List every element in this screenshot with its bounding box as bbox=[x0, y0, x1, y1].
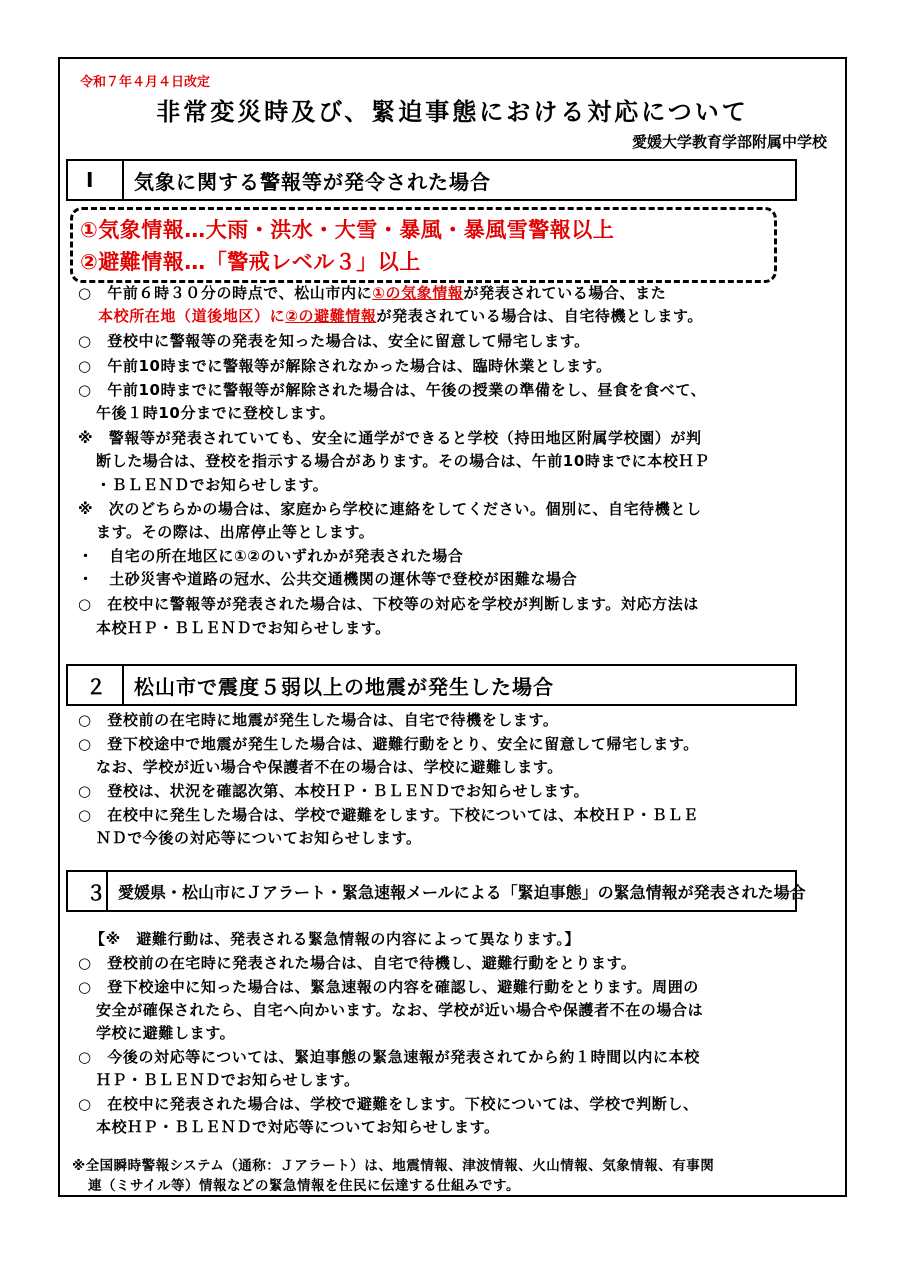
section-1-title: 気象に関する警報等が発令された場合 bbox=[134, 169, 491, 194]
section-1-number: Ⅰ bbox=[68, 161, 124, 199]
sec1-line-12: ・ 自宅の所在地区に①②のいずれかが発表された場合 bbox=[78, 547, 464, 565]
sec1-line-5: ○ 午前10時までに警報等が解除された場合は、午後の授業の準備をし、昼食を食べて、 bbox=[78, 381, 707, 399]
footnote-line-1: ※全国瞬時警報システム（通称：Ｊアラート）は、地震情報、津波情報、火山情報、気象情報、有事関 bbox=[72, 1158, 715, 1174]
revision-date: 令和７年４月４日改定 bbox=[80, 75, 211, 90]
sec1-line-7: ※ 警報等が発表されていても、安全に通学ができると学校（持田地区附属学校園）が判 bbox=[78, 429, 702, 447]
sec2-line-5: ○ 在校中に発生した場合は、学校で避難をします。下校については、本校ＨＰ・ＢＬＥ bbox=[78, 806, 699, 824]
page-title: 非常変災時及び、緊迫事態における対応について bbox=[156, 98, 749, 126]
section-3-number: ３ bbox=[68, 872, 108, 910]
sec1-line-6: 午後１時10分までに登校します。 bbox=[96, 404, 336, 422]
sec3-line-4: 安全が確保されたら、自宅へ向かいます。なお、学校が近い場合や保護者不在の場合は bbox=[96, 1001, 704, 1019]
sec3-line-3: ○ 登下校途中に知った場合は、緊急速報の内容を確認し、避難行動をとります。周囲の bbox=[78, 978, 699, 996]
sec1-line-4: ○ 午前10時までに警報等が解除されなかった場合は、臨時休業とします。 bbox=[78, 357, 612, 375]
footnote-line-2: 連（ミサイル等）情報などの緊急情報を住民に伝達する仕組みです。 bbox=[88, 1178, 520, 1194]
section-2-title: 松山市で震度５弱以上の地震が発生した場合 bbox=[134, 674, 554, 699]
sec1-line-13: ・ 土砂災害や道路の冠水、公共交通機関の運休等で登校が困難な場合 bbox=[78, 570, 578, 588]
sec1-line-11: ます。その際は、出席停止等とします。 bbox=[96, 523, 375, 541]
sec3-line-8: ○ 在校中に発表された場合は、学校で避難をします。下校については、学校で判断し、 bbox=[78, 1095, 699, 1113]
section-2-number: ２ bbox=[68, 666, 124, 704]
sec1-line-10: ※ 次のどちらかの場合は、家庭から学校に連絡をしてください。個別に、自宅待機とし bbox=[78, 500, 702, 518]
sec2-line-1: ○ 登校前の在宅時に地震が発生した場合は、自宅で待機をします。 bbox=[78, 711, 559, 729]
section-3-header bbox=[66, 870, 806, 912]
highlight-evacuation-info: ②避難情報…「警戒レベル３」以上 bbox=[80, 250, 421, 274]
sec1-line-9: ・ＢＬＥＮＤでお知らせします。 bbox=[96, 476, 329, 494]
section-3-title: 愛媛県・松山市にＪアラート・緊急速報メールによる「緊迫事態」の緊急情報が発表された場合 bbox=[118, 882, 806, 902]
sec2-line-4: ○ 登校は、状況を確認次第、本校ＨＰ・ＢＬＥＮＤでお知らせします。 bbox=[78, 782, 590, 800]
sec3-line-2: ○ 登校前の在宅時に発表された場合は、自宅で待機し、避難行動をとります。 bbox=[78, 954, 637, 972]
sec1-line-8: 断した場合は、登校を指示する場合があります。その場合は、午前10時までに本校ＨＰ bbox=[96, 452, 710, 470]
weather-info-ref: ①の気象情報 bbox=[372, 284, 464, 302]
highlight-weather-info: ①気象情報…大雨・洪水・大雪・暴風・暴風雪警報以上 bbox=[80, 218, 615, 242]
school-name: 愛媛大学教育学部附属中学校 bbox=[631, 133, 827, 151]
sec1-line-14: ○ 在校中に警報等が発表された場合は、下校等の対応を学校が判断します。対応方法は bbox=[78, 595, 699, 613]
sec3-line-6: ○ 今後の対応等については、緊迫事態の緊急速報が発表されてから約１時間以内に本校 bbox=[78, 1048, 700, 1066]
sec1-line-3: ○ 登校中に警報等の発表を知った場合は、安全に留意して帰宅します。 bbox=[78, 332, 590, 350]
section-1-header bbox=[66, 159, 797, 201]
sec3-line-1: 【※ 避難行動は、発表される緊急情報の内容によって異なります。】 bbox=[90, 930, 581, 948]
sec3-line-9: 本校ＨＰ・ＢＬＥＮＤで対応等についてお知らせします。 bbox=[96, 1118, 500, 1136]
sec2-line-3: なお、学校が近い場合や保護者不在の場合は、学校に避難します。 bbox=[96, 758, 563, 776]
evacuation-info-ref: ②の避難情報 bbox=[285, 307, 377, 325]
sec1-line-1: ○ 午前６時３０分の時点で、松山市内に①の気象情報が発表されている場合、また bbox=[78, 284, 667, 302]
sec2-line-6: ＮＤで今後の対応等についてお知らせします。 bbox=[96, 829, 422, 847]
sec3-line-5: 学校に避難します。 bbox=[96, 1024, 236, 1042]
sec2-line-2: ○ 登下校途中で地震が発生した場合は、避難行動をとり、安全に留意して帰宅します。 bbox=[78, 735, 699, 753]
sec1-line-2: 本校所在地（道後地区）に②の避難情報が発表されている場合は、自宅待機とします。 bbox=[98, 307, 703, 325]
sec3-line-7: ＨＰ・ＢＬＥＮＤでお知らせします。 bbox=[96, 1071, 360, 1089]
sec1-line-15: 本校ＨＰ・ＢＬＥＮＤでお知らせします。 bbox=[96, 619, 391, 637]
section-2-header bbox=[66, 664, 797, 706]
